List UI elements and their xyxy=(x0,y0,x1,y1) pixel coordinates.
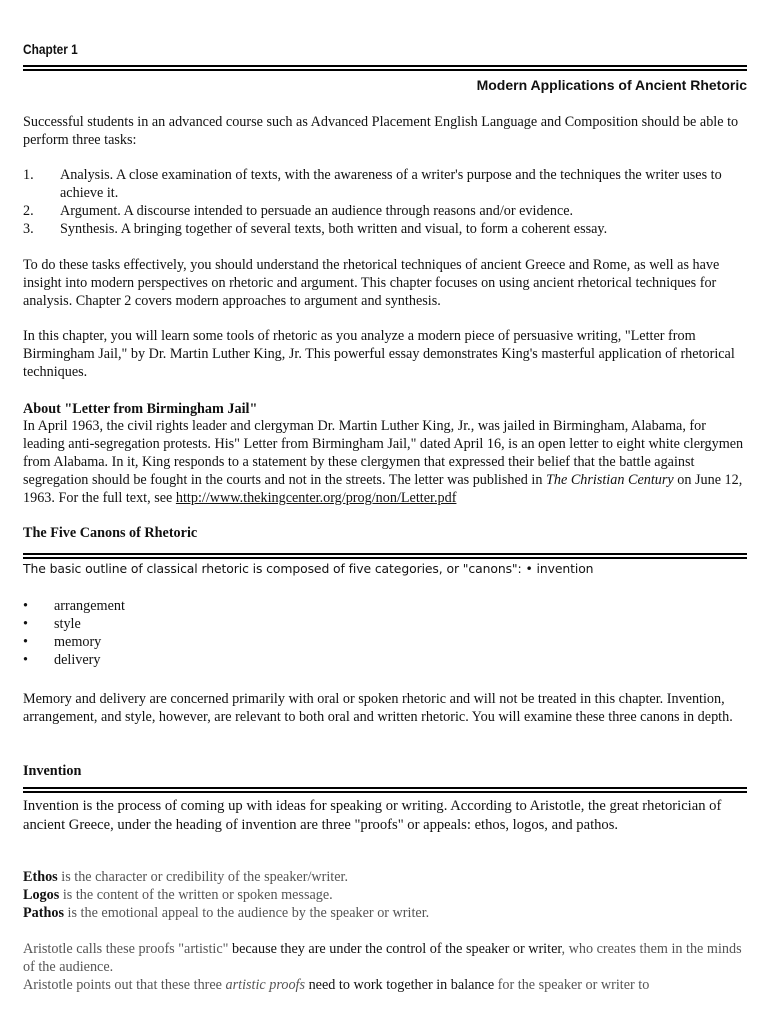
about-paragraph: In April 1963, the civil rights leader and clergyman Dr. Martin Luther King, Jr., was jailed in Birmingham, Alabama, for leading anti-segregation protests. His" Letter from Birmingham Jail," dated April 16, is an open letter to eight white clergymen from Alabama. In it, King responds to a statement by these clergymen that expressed their belief that the battle against segregation should be fought in the courts and not in the streets. The letter was published in The Christian Century on June 12, 1963. For the full text, see http://www.thekingcenter.org/prog/non/Letter.pdf xyxy=(23,418,744,506)
about-heading: About "Letter from Birmingham Jail" xyxy=(23,401,258,417)
list-item: • delivery xyxy=(23,652,101,668)
canons-heading: The Five Canons of Rhetoric xyxy=(23,525,198,541)
invention-rule xyxy=(23,787,747,793)
publication-title: The Christian Century xyxy=(546,472,674,488)
artistic-proofs-paragraph: Aristotle calls these proofs "artistic" because they are under the control of the speaker or writer, who creates them in the minds of the audience. Aristotle points out that these three artistic proofs need to work together in balance for the speaker or writer to xyxy=(23,941,742,993)
chapter-title: Modern Applications of Ancient Rhetoric xyxy=(476,77,747,93)
logos-definition: Logos is the content of the written or spoken message. xyxy=(23,887,333,903)
appeals-definitions xyxy=(23,868,747,922)
ethos-definition: Ethos is the character or credibility of the speaker/writer. xyxy=(23,869,349,885)
bullet-icon: • xyxy=(23,652,28,668)
bullet-icon: • xyxy=(23,634,28,650)
canons-paragraph: Memory and delivery are concerned primarily with oral or spoken rhetoric and will not be treated in this chapter. Invention, arrangement, and style, however, are relevant to both oral and written rhetoric. You will examine these three canons in depth. xyxy=(23,691,733,725)
list-item: • memory xyxy=(23,634,102,650)
list-item: • arrangement xyxy=(23,598,125,614)
list-item: • style xyxy=(23,616,81,632)
pathos-definition: Pathos is the emotional appeal to the audience by the speaker or writer. xyxy=(23,905,430,921)
chapter-label: Chapter 1 xyxy=(23,42,78,57)
bullet-icon: • xyxy=(23,616,28,632)
header-rule xyxy=(23,65,747,71)
letter-link[interactable]: http://www.thekingcenter.org/prog/non/Letter.pdf xyxy=(175,490,457,506)
invention-heading: Invention xyxy=(23,763,82,779)
canons-list xyxy=(23,597,747,669)
list-item: 3. Synthesis. A bringing together of several texts, both written and visual, to form a coherent essay. xyxy=(23,221,608,237)
chapter-overview-paragraph: In this chapter, you will learn some tools of rhetoric as you analyze a modern piece of persuasive writing, "Letter from Birmingham Jail," by Dr. Martin Luther King, Jr. This powerful essay demonstrates King's masterful application of rhetorical techniques. xyxy=(23,328,735,380)
tasks-list xyxy=(23,166,747,238)
bullet-icon: • xyxy=(23,598,28,614)
invention-paragraph: Invention is the process of coming up with ideas for speaking or writing. According to Aristotle, the great rhetorician of ancient Greece, under the heading of invention are three "proofs" or appeals: ethos, logos, and pathos. xyxy=(23,798,722,833)
list-item: 1. Analysis. A close examination of texts, with the awareness of a writer's purpose and the techniques the writer uses to achieve it. xyxy=(23,167,722,201)
list-item: 2. Argument. A discourse intended to persuade an audience through reasons and/or evidence. xyxy=(23,203,574,219)
tasks-paragraph: To do these tasks effectively, you should understand the rhetorical techniques of ancient Greece and Rome, as well as have insight into modern perspectives on rhetoric and argument. This chapter focuses on using ancient rhetorical techniques for analysis. Chapter 2 covers modern approaches to argument and synthesis. xyxy=(23,257,720,309)
canons-intro: The basic outline of classical rhetoric is composed of five categories, or "canons": • invention xyxy=(23,561,594,576)
canons-rule xyxy=(23,553,747,559)
intro-paragraph: Successful students in an advanced course such as Advanced Placement English Language and Composition should be able to perform three tasks: xyxy=(23,114,739,148)
